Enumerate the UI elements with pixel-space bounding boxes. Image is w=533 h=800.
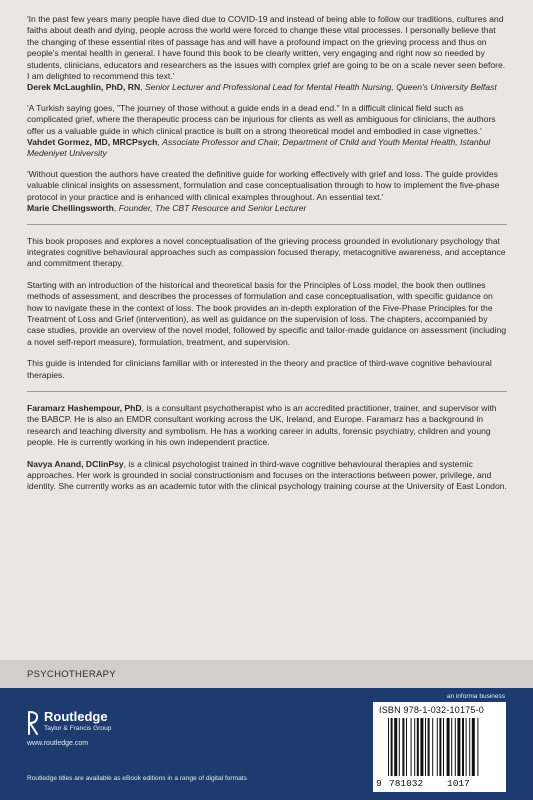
endorsement-quote [27, 14, 507, 94]
ebook-availability-note: Routledge titles are available as eBook editions in a range of digital formats [27, 775, 247, 782]
isbn-barcode-box [373, 702, 506, 792]
routledge-logo [27, 710, 111, 736]
barcode-digits-left: 781032 [389, 778, 424, 789]
description-paragraph: Starting with an introduction of the historical and theoretical basis for the Principles of Loss model, the book then outlines methods of assessment, and describes the processes of formulation and case conceptualisation, with specific guidance on how to navigate these in the context of loss. The book provides an in-depth exploration of the Five-Phase Principles for the Treatment of Loss and Grief (intervention), as well as guidance on the supervision of loss. The chapters, accompanied by case studies, provide an overview of the novel model, followed by specific and tailor-made guidance on assessment (including a novel self-report measure), formulation, treatment, and supervision. [27, 279, 507, 347]
quote-text: 'Without question the authors have created the definitive guide for working effectively with grief and loss. The guide provides valuable clinical insights on assessment, formulation and case conceptualisation through to how to implement the five-phase protocol in your practice and is enhanced with clinical examples throughout. An essential text.' [27, 168, 500, 202]
section-divider [27, 224, 507, 225]
informa-tagline: an informa business [446, 693, 505, 700]
brand-subtitle: Taylor & Francis Group [44, 725, 112, 732]
subject-category: PSYCHOTHERAPY [27, 668, 116, 680]
publisher-footer [0, 688, 533, 800]
author-name: Faramarz Hashempour, PhD [27, 402, 142, 413]
quote-attribution: Derek McLaughlin, PhD, RN, Senior Lecturer and Professional Lead for Mental Health Nursing, Queen's University Belfast [27, 82, 497, 93]
quote-text: 'A Turkish saying goes, "The journey of those without a guide ends in a dead end." In a difficult clinical field such as complicated grief, where the therapeutic process can be injurious for clients as well as ambiguous for clinicians, the authors offer us a valuable guide in which clinical practice is built on a strong theoretical model and embodied in case vignettes.' [27, 102, 496, 136]
quote-attribution: Vahdet Gormez, MD, MRCPsych, Associate Professor and Chair, Department of Child and Youth Mental Health, Istanbul Medeniyet University [27, 137, 491, 159]
quote-affiliation: Associate Professor and Chair, Department of Child and Youth Mental Health, Istanbul Medeniyet University [27, 137, 491, 159]
quote-affiliation: Senior Lecturer and Professional Lead for Mental Health Nursing, Queen's University Belfast [144, 82, 497, 93]
isbn-label: ISBN 978-1-032-10175-0 [379, 705, 484, 715]
quote-affiliation: Founder, The CBT Resource and Senior Lecturer [118, 203, 307, 214]
endorsement-quote [27, 103, 507, 160]
bio-text: , is a clinical psychologist trained in third-wave cognitive behavioural therapies and systemic approaches. Her work is grounded in social constructionism and focuses on the interactions between power, privilege, and identity. She currently works as an academic tutor with the clinical psychology training course at the University of East London. [27, 458, 507, 492]
quote-author: Marie Chellingsworth [27, 203, 114, 214]
barcode-digit-lead: 9 [376, 778, 382, 789]
barcode-icon [387, 718, 499, 778]
brand-name: Routledge [44, 709, 108, 724]
bio-text: , is a consultant psychotherapist who is an accredited practitioner, trainer, and supervisor with the BABCP. He is also an EMDR consultant working across the UK, Ireland, and Europe. Faramarz has a background in research and teaching diversity and symbolism. He has a working career in adults, forensic psychiatry, children and young people. He is currently working in his own independent practice. [27, 402, 497, 448]
quote-author: Derek McLaughlin, PhD, RN [27, 82, 141, 93]
section-divider [27, 391, 507, 392]
author-name: Navya Anand, DClinPsy [27, 458, 124, 469]
quote-author: Vahdet Gormez, MD, MRCPsych [27, 137, 158, 148]
barcode-digits-right: 1017 [447, 778, 470, 789]
publisher-url[interactable]: www.routledge.com [27, 740, 89, 747]
description-paragraph: This book proposes and explores a novel conceptualisation of the grieving process grounded in evolutionary psychology that integrates cognitive behavioural approaches such as compassion focused therapy, metacognitive awareness, and acceptance and commitment therapy. [27, 235, 506, 269]
quote-attribution: Marie Chellingsworth, Founder, The CBT Resource and Senior Lecturer [27, 203, 307, 214]
subject-category-band [0, 660, 533, 688]
endorsement-quote [27, 169, 507, 215]
author-bio [27, 403, 507, 449]
quote-text: 'In the past few years many people have died due to COVID-19 and instead of being able to follow our traditions, cultures and faiths about death and dying, people across the world were forced to change these vital processes. I personally believe that the changing of these essential rites of passage has and will have a profound impact on the grieving process and thus on people's mental health in general. I have found this book to be clearly written, very engaging and right now so needed by students, clinicians, educators and researchers as the issues with complex grief are going to be on a scale never seen before. I am delighted to recommend this text.' [27, 14, 506, 82]
author-bio [27, 459, 507, 493]
back-cover-text [27, 14, 507, 503]
routledge-r-icon [27, 710, 39, 736]
description-paragraph: This guide is intended for clinicians familiar with or interested in the theory and practice of third-wave cognitive behavioural therapies. [27, 358, 492, 380]
